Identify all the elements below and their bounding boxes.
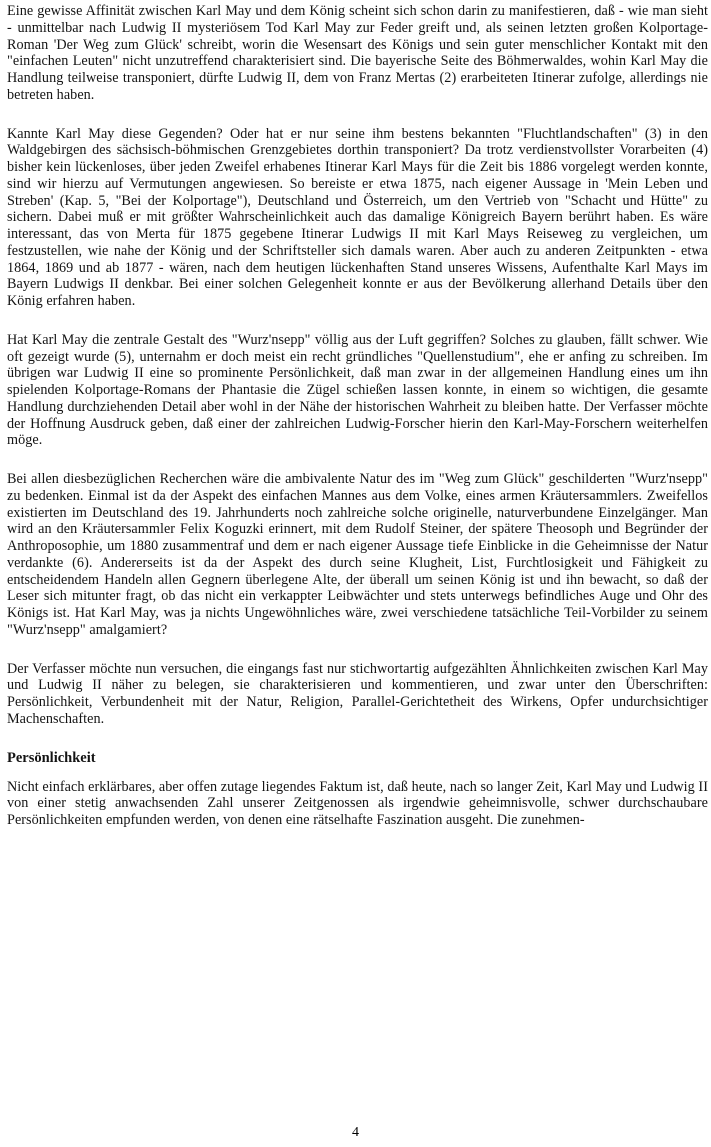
paragraph-ambivalent-nature: Bei allen diesbezüglichen Recherchen wäre die ambivalente Natur des im "Weg zum Glück" geschilderten "Wurz'nsepp" zu bedenken. Einmal ist da der Aspekt des einfachen Mannes aus dem Volke, eines armen Kräutersammlers. Zweifellos existierten im Deutschland des 19. Jahrhunderts noch zahlreiche solche originelle, naturverbundene Einzelgänger. Man wird an den Kräutersammler Felix Koguzki erinnert, mit dem Rudolf Steiner, der spätere Theosoph und Begründer der Anthroposophie, um 1880 zusammentraf und dem er nach eigener Aussage tiefe Einblicke in die Geheimnisse der Natur verdankte (6). Andererseits ist da der Aspekt des durch seine Klugheit, List, Furchtlosigkeit und Fähigkeit zu entscheidendem Handeln allen Gegnern überlegene Alte, der überall um seinen König ist und ihn bewacht, so daß der Leser sich mitunter fragt, ob das nicht ein verkappter Leibwächter und stets unterwegs befindliches Auge und Ohr des Königs ist. Hat Karl May, was ja nichts Ungewöhnliches wäre, zwei verschiedene tatsächliche Teil-Vorbilder zu seinem "Wurz'nsepp" amalgamiert?	[7, 471, 708, 638]
page-number: 4	[352, 1125, 359, 1140]
paragraph-affinity: Eine gewisse Affinität zwischen Karl May und dem König scheint sich schon darin zu manifestieren, daß - wie man sieht - unmittelbar nach Ludwig II mysteriösem Tod Karl May zur Feder greift und, als seinen letzten großen Kolportage-Roman 'Der Weg zum Glück' schreibt, worin die Wesensart des Königs und sein guter menschlicher Kontakt mit den "einfachen Leuten" nicht unzutreffend charakterisiert sind. Die bayerische Seite des Böhmerwaldes, wohin Karl May die Handlung teilweise transponiert, dürfte Ludwig II, dem von Franz Mertas (2) erarbeiteten Itinerar zufolge, allerdings nie betreten haben.	[7, 3, 708, 103]
paragraph-wurznsepp: Hat Karl May die zentrale Gestalt des "Wurz'nsepp" völlig aus der Luft gegriffen? Solches zu glauben, fällt schwer. Wie oft gezeigt wurde (5), unternahm er doch meist ein recht gründliches "Quellenstudium", ehe er anfing zu schreiben. Im übrigen war Ludwig II eine so prominente Persönlichkeit, daß man zwar in der allgemeinen Handlung eines um ihn spielenden Kolportage-Romans der Phantasie die Zügel schießen lassen konnte, in einem so wichtigen, die gesamte Handlung durchziehenden Detail aber wohl in der Nähe der historischen Wahrheit zu bleiben hatte. Der Verfasser möchte der Hoffnung Ausdruck geben, daß einer der zahlreichen Ludwig-Forscher hierin den Karl-May-Forschern weiterhelfen möge.	[7, 331, 708, 449]
paragraph-similarities: Der Verfasser möchte nun versuchen, die eingangs fast nur stichwortartig aufgezählten Ähnlichkeiten zwischen Karl May und Ludwig II näher zu belegen, sie charakterisieren und kommentieren, und zwar unter den Überschriften: Persönlichkeit, Verbundenheit mit der Natur, Religion, Parallel-Gerichtetheit des Wirkens, Opfer undurchsichtiger Machenschaften.	[7, 660, 708, 727]
paragraph-regions: Kannte Karl May diese Gegenden? Oder hat er nur seine ihm bestens bekannten "Fluchtlandschaften" (3) in den Waldgebirgen des sächsisch-böhmischen Grenzgebietes dorthin transponiert? Da trotz verdienstvollster Vorarbeiten (4) bisher kein lückenloses, über jeden Zweifel erhabenes Itinerar Karl Mays für die Zeit bis 1886 vorgelegt werden konnte, sind wir hierzu auf Vermutungen angewiesen. So bereiste er etwa 1875, nach eigener Aussage in 'Mein Leben und Streben' (Kap. 5, "Bei der Kolportage"), Deutschland und Österreich, um den Vertrieb von "Schacht und Hütte" zu sichern. Dabei muß er mit größter Wahrscheinlichkeit auch das damalige Königreich Bayern berührt haben. Es wäre interessant, das von Merta für 1875 gegebene Itinerar Ludwigs II mit Karl Mays Reiseweg zu vergleichen, um festzustellen, wie nahe der König und der Schriftsteller sich damals waren. Aber auch zu anderen Zeitpunkten - etwa 1864, 1869 und ab 1877 - wären, nach dem heutigen lückenhaften Stand unseres Wissens, Aufenthalte Karl Mays im Bayern Ludwigs II denkbar. Bei einer solchen Gelegenheit konnte er aus der Bevölkerung allerhand Details über den König erfahren haben.	[7, 125, 708, 309]
paragraph-personality: Nicht einfach erklärbares, aber offen zutage liegendes Faktum ist, daß heute, nach so langer Zeit, Karl May und Ludwig II von einer stetig anwachsenden Zahl unserer Zeitgenossen als irgendwie geheimnisvolle, schwer durchschaubare Persönlichkeiten empfunden werden, von denen eine rätselhafte Faszination ausgeht. Die zunehmen-	[7, 778, 708, 828]
section-heading: Persönlichkeit	[7, 749, 96, 766]
